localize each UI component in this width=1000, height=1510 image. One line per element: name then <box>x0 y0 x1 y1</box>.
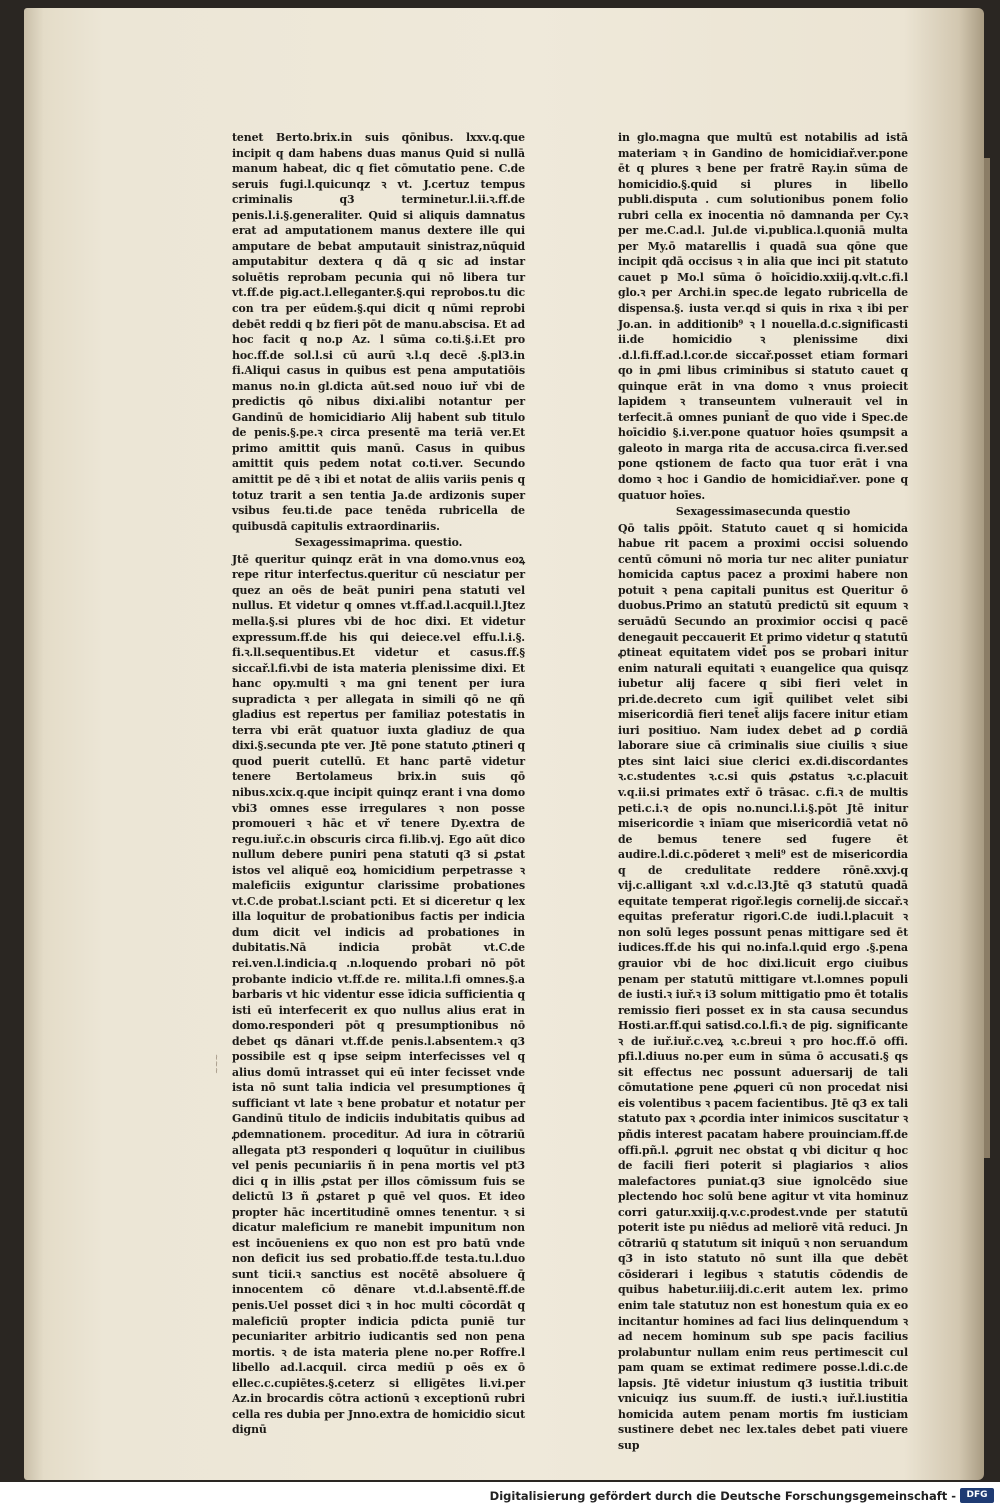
left-heading-questio: Sexagessimaprima. questio. <box>294 536 463 550</box>
handwritten-margin-note: ~~~ <box>212 1053 221 1074</box>
left-paragraph-1: tenet Berto.brix.in suis qōnibus. lxxv.q.que incipit q dam habens duas manus Quid si nullā manum habeat, dic q fiet cōmutatio pene. C.de seruis fugi.l.quicunqz ꝛ vt. J.certuz tempus criminalis q3 terminetur.l.ii.ꝛ.ff.de penis.l.i.§.generaliter. Quid si aliquis damnatus erat ad amputationem manus dextere ille qui amputare de bebat amputauit sinistraz,nūquid amputabitur dextera q dā q sic ad instar soluētis reprobam pecunia qui nō libera tur vt.ff.de pig.act.l.elleganter.§.qui reprobos.tu dic con tra per eūdem.§.qui dicit q nūmi reprobi debēt reddi q bz fieri pōt de manu.abscisa. Et ad hoc facit q no.p Az. l sūma co.ti.§.i.Et pro hoc.ff.de sol.l.si cū aurū ꝛ.l.q decē .§.pl3.in fi.Aliqui casus in quibus est pena amputatiōis manus no.in gl.dicta aūt.sed nouo iuř vbi de predictis qō nibus dixi.alibi notantur per Gandinū de homicidiario Alij habent sub titulo de penis.§.pe.ꝛ circa presentē ma teriā ver.Et primo amittit quis manū. Casus in quibus amittit quis pedem notat co.ti.ver. Secundo amittit pe dē ꝛ ibi et notat de aliis variis penis q totuz trarit a sen tentia Ja.de ardizonis super vsibus feu.ti.de pace tenēda rubricella de quibusdā capitulis extraordinariis. <box>232 131 525 533</box>
page-edge <box>984 158 990 1158</box>
right-paragraph-2: Qō talis ꝑpōit. Statuto cauet q si homicida habue rit pacem a proximi occisi soluendo centū cōmuni nō moria tur nec aliter puniatur homicida captus pacez a proximi habere non potuit ꝛ pena capitali punitus est Queritur ō duobus.Primo an statutū predictū sit equum ꝛ seruādū Secundo an proximior occisi q pacē denegauit peccauerit Et primo videtur q statutū ꝓtineat equitatem videt̄ pos se probari initur enim naturali equitati ꝛ euangelice qua quisqz iubetur alij facere q sibi fieri velet in pri.de.decreto cum igit̄ quilibet velet sibi misericordiā fieri tenet̄ alijs facere initur etiam iuri positiuo. Nam iudex debet ad ꝑ cordiā laborare siue cā criminalis siue ciuilis ꝛ siue ptes sint laici siue clerici ex.di.discordantes ꝛ.c.studentes ꝛ.c.si quis ꝓstatus ꝛ.c.placuit v.q.ii.si primates extř ō trāsac. c.fi.ꝛ de multis peti.c.i.ꝛ de opis no.nunci.l.i.§.pōt Jtē initur misericordie ꝛ inīam que misericordiā vetat nō de bemus tenere sed fugere ēt audire.l.di.c.pōderet ꝛ meli⁹ est de misericordia q de credulitate reddere rōnē.xxvj.q vij.c.alligant ꝛ.xl v.d.c.l3.Jtē q3 statutū quadā equitate temperat rigoř.legis cornelij.de siccař.ꝛ equitas preferatur rigori.C.de iudi.l.placuit ꝛ non solū leges possunt penas mittigare sed ēt iudices.ff.de his qui no.infa.l.quid ergo .§.pena grauior vbi de hoc dixi.licuit ergo ciuibus penam per statutū mittigare vt.l.omnes populi de iusti.ꝛ iuř.ꝛ i3 solum mittigatio pmo ēt totalis remissio fieri posset ex in sta causa secundus Hosti.ar.ff.qui satisd.co.l.fi.ꝛ de pig. significante ꝛ de iuř.iuř.c.veꝝ ꝛ.c.breui ꝛ pro hoc.ff.ō offi. pfi.l.diuus no.per eum in sūma ō accusati.§ qs sit effectus nec possunt aduersarij de tali cōmutatione pene ꝓqueri cū non procedat nisi eis volentibus ꝛ pacem facientibus. Jtē q3 ex tali statuto pax ꝛ ꝓcordia inter inimicos suscitatur ꝛ pñdis interest pacatam habere prouinciam.ff.de offi.pñ.l. ꝓgruit nec obstat q vbi dicitur q hoc de facili fieri poterit si plagiarios ꝛ alios malefactores puniat.q3 siue ignolcēdo siue plectendo hoc solū bene agitur vt vita hominuz corri gatur.xxiij.q.v.c.prodest.vnde per statutū poterit iste pu niēdus ad meliorē vitā reduci. Jn cōtrariū q statutum sit iniquū ꝛ non seruandum q3 in isto statuto nō sunt illa que debēt cōsiderari i legibus ꝛ statutis cōdendis de quibus habetur.iiij.di.c.erit autem lex. primo enim tale statutuz non est honestum quia ex eo incitantur homines ad faci lius delinquendum ꝛ ad necem hominum sub spe pacis facilius prolabuntur nullam enim reus pertimescit cul pam quam se extimat redimere posse.l.di.c.de lapsis. Jtē videtur iniustum q3 iustitia tribuit vnicuiqz ius suum.ff. de iusti.ꝛ iuř.l.iustitia homicida autem penam mortis fm iusticiam sustinere debet nec lex.tales debet pati viuere sup <box>618 521 908 1452</box>
dfg-logo-icon: DFG <box>960 1488 994 1503</box>
footer-bar <box>0 1482 1000 1510</box>
right-heading-questio: Sexagessimasecunda questio <box>675 505 851 519</box>
right-paragraph-1: in glo.magna que multū est notabilis ad istā materiam ꝛ in Gandino de homicidiař.ver.pone ēt q plures ꝛ bene per fratrē Ray.in sūma de homicidio.§.quid si plures in libello publi.disputa . cum solutionibus ponem folio rubri cella ex inocentia nō damnanda per Cy.ꝛ per me.C.ad.l. Jul.de vi.publica.l.quoniā multa per My.ō matarellis i quadā sua qōne que incipit qdā occisus ꝛ in alia que inci pit statuto cauet p Mo.l sūma ō hoīcidio.xxiij.q.vlt.c.fi.l glo.ꝛ per Archi.in spec.de legato rubricella de dispensa.§. iusta ver.qd si quis in rixa ꝛ ibi per Jo.an. in additionib⁹ ꝛ l nouella.d.c.significasti ii.de homicidio ꝛ plenissime dixi .d.l.fi.ff.ad.l.cor.de siccař.posset etiam formari qo in ꝓmi libus criminibus si statuto cauet q quinque erāt in vna domo ꝛ vnus proiecit lapidem ꝛ transeuntem vulnerauit vel in terfecit.ā omnes puniant̄ de quo vide i Spec.de hoīcidio §.i.ver.pone quatuor hoīes qsumpsit a galeoto in marga rita de accusa.circa fi.ver.sed pone qstionem de facto qua tuor erāt i vna domo ꝛ hoc i Gandio de homicidiař.ver. pone q quatuor hoīes. <box>618 131 908 502</box>
footer-credit-text: Digitalisierung gefördert durch die Deutsche Forschungsgemeinschaft - <box>489 1489 956 1503</box>
right-column <box>618 130 908 1453</box>
left-column <box>232 130 525 1438</box>
left-paragraph-2: Jtē queritur quinqz erāt in vna domo.vnus eoꝝ repe ritur interfectus.queritur cū nesciatur per quez an oēs de beāt puniri pena statuti vel nullus. Et videtur q omnes vt.ff.ad.l.acquil.l.Jtez mella.§.si plures vbi de hoc dixi. Et videtur expressum.ff.de his qui deiece.vel effu.l.i.§. fi.ꝛ.ll.sequentibus.Et videtur et casus.ff.§ siccař.l.fi.vbi de ista materia plenissime dixi. Et hanc opy.multi ꝛ ma gni tenent per iura supradicta ꝛ per allegata in simili qō ne qñ gladius est repertus per familiaz potestatis in terra vbi erāt quatuor iuxta gladiuz de qua dixi.§.secunda pte ver. Jtē pone statuto ꝓtineri q quod puerit cutellū. Et hanc partē videtur tenere Bertolameus brix.in suis qō nibus.xcix.q.que incipit quinqz erant i vna domo vbi3 omnes esse irregulares ꝛ non posse promoueri ꝛ hāc et vř tenere Dy.extra de regu.iuř.c.in obscuris circa fi.lib.vj. Ego aūt dico nullum debere puniri pena statuti q3 si ꝓstat istos vel aliquē eoꝝ homicidium perpetrasse ꝛ maleficiis exiguntur clarissime probationes vt.C.de probat.l.sciant pcti. Et si diceretur q lex illa loquitur de probationibus factis per indicia dum dicit vel indicis ad probationes in dubitatis.Nā indicia probāt vt.C.de rei.ven.l.indicia.q .n.loquendo probari nō pōt probante indicio vt.ff.de re. milita.l.fi omnes.§.a barbaris vt hic videntur esse īdicia sufficientia q isti eū interfecerit ex quo nullus alius erat in domo.responderi pōt q presumptionibus nō debet qs dānari vt.ff.de penis.l.absentem.ꝛ q3 possibile est q ipse seipm interfecisses vel q alius domū intrasset qui eū inter fecisset vnde ista nō sunt talia indicia vel presumptiones q̄ sufficiant vt late ꝛ bene probatur et notatur per Gandinū titulo de indiciis indubitatis quibus ad ꝓdemnationem. proceditur. Ad iura in cōtrariū allegata pt3 responderi q loquūtur in ciuilibus vel penis pecuniariis ñ in pena mortis vel pt3 dici q in illis ꝓstat per illos cōmissum fuis se delictū l3 ñ ꝓstaret p quē vel quos. Et ideo propter hāc incertitudinē omnes tenentur. ꝛ si dicatur maleficium re manebit impunitum non est incōueniens ex quo non est pro batū vnde non deficit ius sed probatio.ff.de testa.tu.l.duo sunt ticii.ꝛ sanctius est nocētē absoluere q̄ innocentem cō dēnare vt.d.l.absentē.ff.de penis.Uel posset dici ꝛ in hoc multi cōcordāt q maleficiū propter indicia pdicta puniē tur pecuniariter arbitrio iudicantis sed non pena mortis. ꝛ de ista materia plene no.per Roffre.l libello ad.l.acquil. circa mediū p oēs ex ō ellec.c.cupiētes.§.ceterz si elligētes li.vi.per Az.in brocardis cōtra actionū ꝛ exceptionū rubri cella res dubia per Jnno.extra de homicidio sicut dignū <box>232 552 525 1437</box>
